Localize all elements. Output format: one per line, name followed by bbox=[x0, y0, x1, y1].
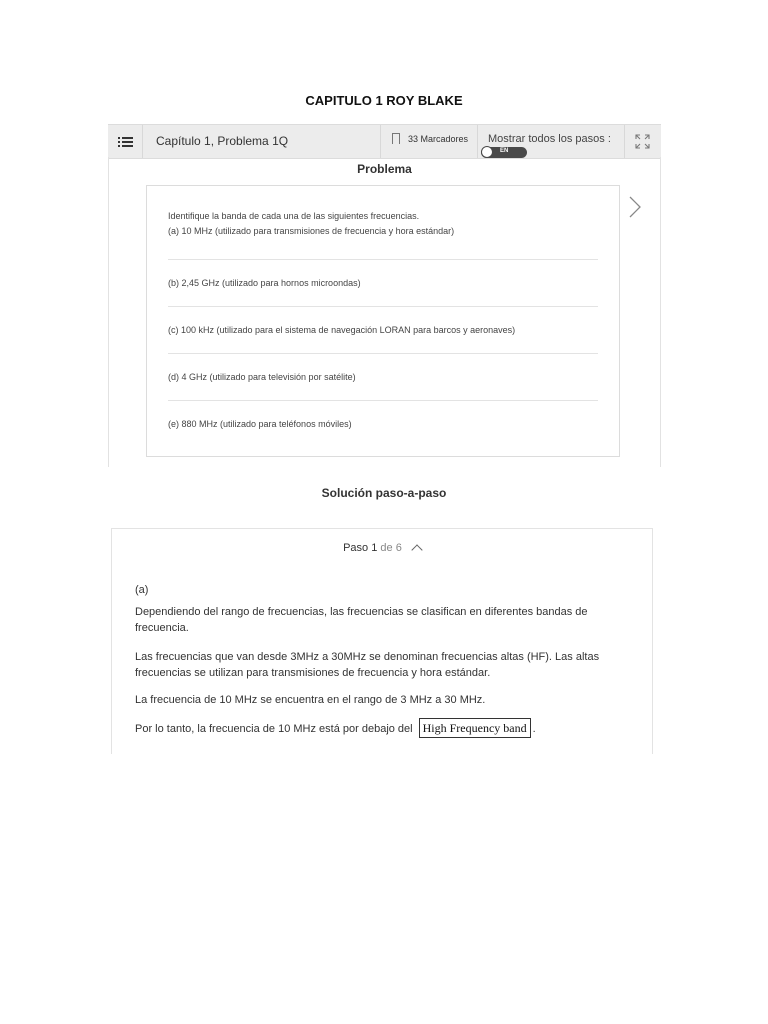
answer-box: High Frequency band bbox=[419, 718, 531, 738]
problem-item-a: (a) 10 MHz (utilizado para transmisiones de frecuencia y hora estándar) bbox=[168, 226, 455, 236]
problem-heading: Problema bbox=[357, 162, 412, 176]
problem-intro bbox=[168, 209, 454, 239]
toggle-knob bbox=[481, 146, 493, 158]
problem-item-c: (c) 100 kHz (utilizado para el sistema de navegación LORAN para barcos y aeronaves) bbox=[168, 325, 516, 335]
chevron-up-icon[interactable] bbox=[411, 544, 422, 555]
menu-button[interactable] bbox=[108, 125, 143, 158]
toolbar bbox=[108, 124, 661, 159]
chevron-right-icon bbox=[628, 196, 642, 218]
problem-card bbox=[146, 185, 620, 457]
divider bbox=[168, 400, 598, 401]
show-all-steps-label: Mostrar todos los pasos : bbox=[488, 133, 611, 145]
toggle-state: EN bbox=[500, 148, 509, 154]
step-label: Paso bbox=[343, 542, 369, 554]
problem-instruction: Identifique la banda de cada una de las siguientes frecuencias. bbox=[168, 211, 420, 221]
list-icon bbox=[118, 135, 133, 149]
show-all-steps-toggle[interactable] bbox=[481, 147, 527, 158]
solution-card bbox=[111, 528, 653, 754]
toolbar-divider bbox=[477, 125, 478, 158]
solution-paragraph-3: La frecuencia de 10 MHz se encuentra en el rango de 3 MHz a 30 MHz. bbox=[135, 694, 486, 706]
divider bbox=[168, 353, 598, 354]
problem-item-d: (d) 4 GHz (utilizado para televisión por satélite) bbox=[168, 372, 356, 382]
expand-icon bbox=[635, 134, 650, 149]
problem-item-b: (b) 2,45 GHz (utilizado para hornos microondas) bbox=[168, 278, 361, 288]
toolbar-divider bbox=[380, 125, 381, 158]
problem-item-e: (e) 880 MHz (utilizado para teléfonos móviles) bbox=[168, 419, 352, 429]
step-total: de 6 bbox=[380, 542, 402, 554]
divider bbox=[168, 259, 598, 260]
bookmark-icon bbox=[392, 133, 400, 144]
part-label: (a) bbox=[135, 584, 149, 596]
conclusion-text: Por lo tanto, la frecuencia de 10 MHz está por debajo del bbox=[135, 723, 413, 735]
expand-button[interactable] bbox=[624, 125, 661, 158]
solution-heading: Solución paso-a-paso bbox=[321, 486, 447, 500]
document-title: CAPITULO 1 ROY BLAKE bbox=[305, 93, 463, 108]
solution-paragraph-2: Las frecuencias que van desde 3MHz a 30MHz se denominan frecuencias altas (HF). Las altas frecuencias se utilizan para transmisiones de frecuencia y hora estándar. bbox=[135, 651, 600, 679]
panel-border-right bbox=[660, 157, 661, 467]
step-navigator[interactable] bbox=[112, 542, 652, 554]
solution-paragraph-1: Dependiendo del rango de frecuencias, las frecuencias se clasifican en diferentes bandas de frecuencia. bbox=[135, 606, 588, 634]
bookmarks-button[interactable] bbox=[392, 133, 468, 144]
chapter-problem-label: Capítulo 1, Problema 1Q bbox=[156, 134, 289, 148]
solution-conclusion bbox=[135, 718, 536, 738]
next-problem-button[interactable] bbox=[628, 196, 642, 218]
divider bbox=[168, 306, 598, 307]
panel-border-left bbox=[108, 157, 109, 467]
conclusion-period: . bbox=[532, 723, 536, 735]
bookmarks-count: 33 Marcadores bbox=[408, 133, 469, 144]
step-current: 1 bbox=[371, 542, 378, 554]
